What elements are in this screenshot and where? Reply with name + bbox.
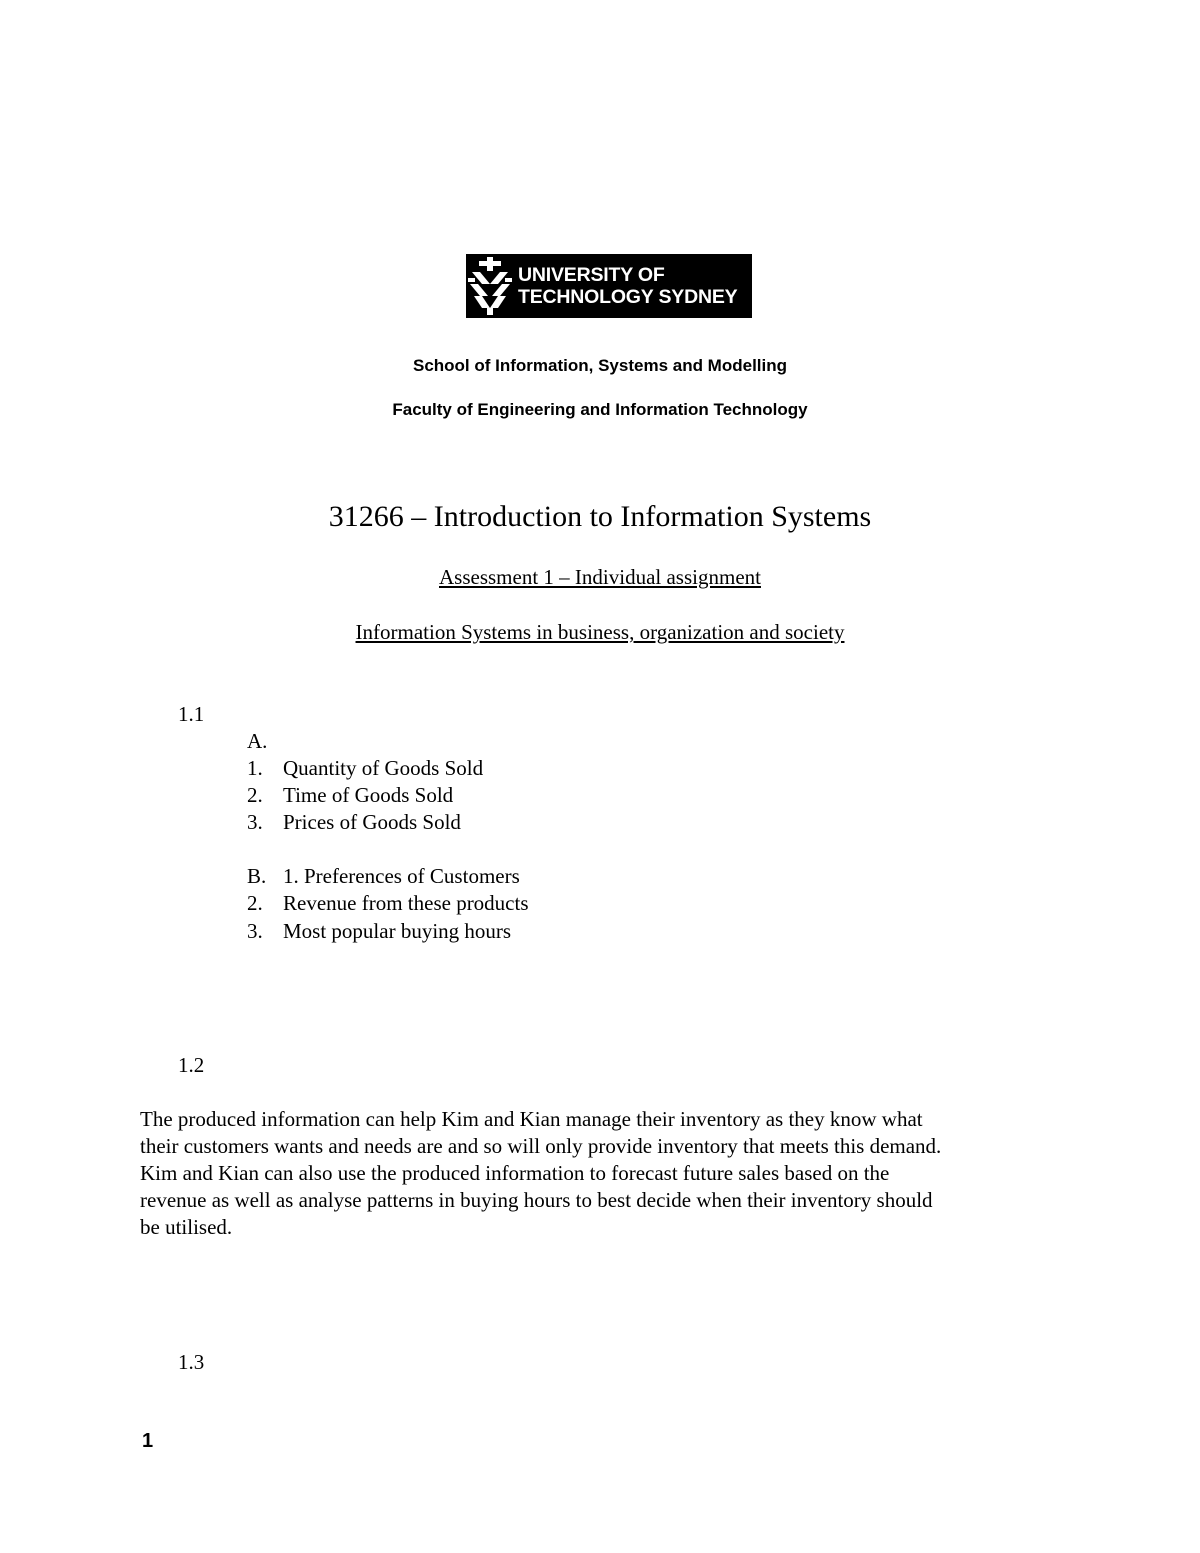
part-a-marker: A.: [247, 729, 268, 753]
faculty-name: Faculty of Engineering and Information Technology: [392, 400, 808, 419]
logo-text-line-2: TECHNOLOGY SYDNEY: [518, 286, 738, 308]
list-item-marker: 1.: [247, 756, 263, 780]
school-name: School of Information, Systems and Modelling: [412, 356, 788, 375]
university-logo: [466, 254, 752, 318]
list-item-marker: 2.: [247, 783, 263, 807]
list-item: Revenue from these products: [283, 891, 529, 915]
list-item: Prices of Goods Sold: [283, 810, 461, 834]
page-number: 1: [142, 1430, 154, 1452]
list-item: 1. Preferences of Customers: [283, 864, 520, 888]
list-item: Time of Goods Sold: [283, 783, 454, 807]
course-title: 31266 – Introduction to Information Systems: [328, 500, 872, 533]
list-item-marker: 3.: [247, 810, 263, 834]
list-item-marker: B.: [247, 864, 267, 888]
assessment-topic: Information Systems in business, organization and society: [355, 620, 845, 644]
logo-text-line-1: UNIVERSITY OF: [518, 264, 665, 286]
list-item: Most popular buying hours: [283, 919, 512, 943]
assessment-title: Assessment 1 – Individual assignment: [439, 565, 761, 589]
list-item: Quantity of Goods Sold: [283, 756, 484, 780]
section-number-1-2: 1.2: [178, 1053, 205, 1077]
section-number-1-1: 1.1: [178, 702, 205, 726]
section-number-1-3: 1.3: [178, 1350, 205, 1374]
uts-crest-icon: [466, 254, 518, 318]
list-item-marker: 2.: [247, 891, 263, 915]
list-item-marker: 3.: [247, 919, 263, 943]
section-1-2-paragraph: The produced information can help Kim and Kian manage their inventory as they know what their customers wants and needs are and so will only provide inventory that meets this demand. Kim and Kian can also use the produced information to forecast future sales based on the revenue as well as analyse patterns in buying hours to best decide when their inventory should be utilised.: [140, 1107, 942, 1239]
